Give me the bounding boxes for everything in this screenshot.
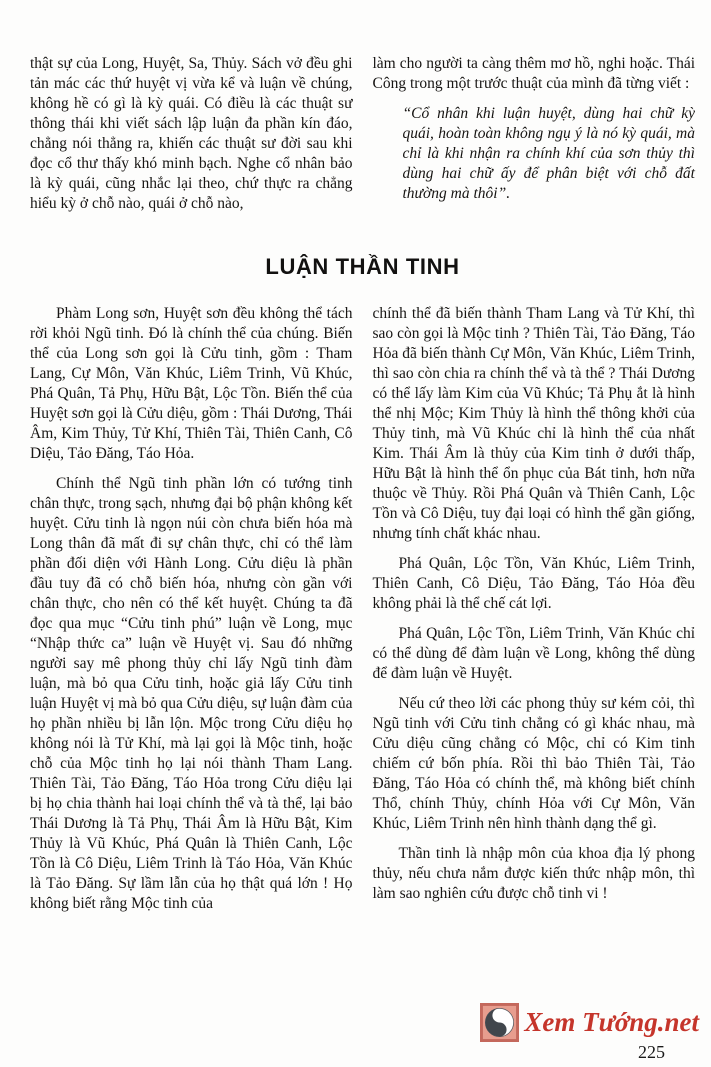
top-left-column	[30, 54, 353, 224]
paragraph: Thần tinh là nhập môn của khoa địa lý phong thủy, nếu chưa nắm được kiến thức nhập môn, thì làm sao nghiên cứu được chỗ tinh vi !	[372, 845, 695, 902]
main-section	[30, 304, 695, 924]
paragraph: Phàm Long sơn, Huyệt sơn đều không thể tách rời khỏi Ngũ tinh. Đó là chính thể của chúng. Biến thể của Long sơn gọi là Cửu tinh, gồm : Tham Lang, Cự Môn, Văn Khúc, Liêm Trinh, Vũ Khúc, Phá Quân, Tả Phụ, Hữu Bật, Lộc Tồn. Biến thể của Huyệt sơn gọi là Cửu diệu, gồm : Thái Dương, Thái Âm, Kim Thủy, Tử Khí, Thiên Tài, Thiên Canh, Cô Diệu, Tảo Đăng, Táo Hỏa.	[30, 305, 353, 462]
top-section	[30, 54, 695, 224]
footer	[480, 1003, 699, 1063]
logo-text: Xem Tướng.net	[524, 1007, 699, 1038]
page-number: 225	[638, 1042, 665, 1063]
yin-yang-icon	[480, 1003, 519, 1042]
block-quote: “Cổ nhân khi luận huyệt, dùng hai chữ kỳ quái, hoàn toàn không ngụ ý là nó kỳ quái, mà chỉ là khi nhận ra chính khí của sơn thủy thì dùng hai chữ ấy để phân biệt với chỗ đất thường mà thôi”.	[402, 105, 695, 202]
paragraph: chính thể đã biến thành Tham Lang và Tử Khí, thì sao còn gọi là Mộc tinh ? Thiên Tài, Tảo Đăng, Táo Hỏa đã biến thành Cự Môn, Văn Khúc, Liêm Trinh, thì sao còn chia ra chính thể và tà thể ? Thái Dương có thể lấy làm Kim của Vũ Khúc; Tả Phụ ắt là hình thể nhị Mộc; Kim Thủy là hình thể thông khởi của Thủy tinh, mà Vũ Khúc chỉ là hình thể của nhất Kim. Thái Âm là thủy của Kim tinh ở dưới thấp, Hữu Bật là hình thể ổn phục của Bát tinh, hơn nữa thuộc về Thủy. Rồi Phá Quân và Thiên Canh, Lộc Tồn và Cô Diệu, tuy đại loại có hình thể gần giống, nhưng tính chất khác nhau.	[372, 305, 695, 542]
section-heading: LUẬN THẦN TINH	[265, 254, 460, 279]
paragraph: Chính thể Ngũ tinh phần lớn có tướng tinh chân thực, trong sạch, nhưng đại bộ phận không kết huyệt. Cửu tinh là ngọn núi còn chưa biến hóa mà Long thân đã mất đi sự chân thực, chỉ có thể làm phần đối diện với Hành Long. Cửu diệu là phần đầu tuy đã có chỗ biến hóa, nhưng còn gần với chân thực, cho nên có thể kết huyệt. Chúng ta đã đọc qua mục “Cửu tinh phú” luận về Long, mục “Nhập thức ca” luận về Huyệt vị. Sau đó những người say mê phong thủy chỉ lấy Ngũ tinh đàm luận, mà bỏ qua Cửu tinh, hoặc giả lấy Cửu tinh luận Huyệt vị mà bỏ qua Cửu diệu, sự luận đàm của họ phần nhiều bị lẫn lộn. Mộc trong Cửu diệu họ không nói là Tử Khí, mà lại gọi là Mộc tinh, hoặc chỗ của Mộc tinh họ lại nói thành Tham Lang. Thiên Tài, Tảo Đăng, Táo Hỏa trong Cửu diệu lại bị họ chia thành hai loại chính thể và tà thể, lại bảo Thái Dương là Tả Phụ, Thái Âm là Hữu Bật, Kim Thủy là Vũ Khúc, Phá Quân là Thiên Canh, Lộc Tồn là Cô Diệu, Liêm Trinh là Táo Hỏa, Văn Khúc là Tảo Đăng. Sự lầm lẫn của họ thật quá lớn ! Họ không biết rằng Mộc tinh của	[30, 475, 353, 912]
main-right-column	[373, 304, 696, 924]
watermark-logo	[480, 1003, 699, 1042]
paragraph: Nếu cứ theo lời các phong thủy sư kém cỏi, thì Ngũ tinh với Cửu tinh chẳng có gì khác nhau, mà Cửu diệu cũng chẳng có Mộc, chỉ có Kim tinh chiếm cứ bốn phía. Rồi thì bảo Thiên Tài, Tảo Đăng, Táo Hỏa có chính thể, mà không biết chính Thổ, chính Thủy, chính Hỏa với Cự Môn, Văn Khúc, Liêm Trinh nên hình thành dạng thể gì.	[372, 695, 695, 832]
paragraph: Phá Quân, Lộc Tồn, Liêm Trinh, Văn Khúc chỉ có thể dùng để đàm luận về Long, không thể dùng để đàm luận về Huyệt.	[372, 625, 695, 682]
top-right-column	[373, 54, 696, 224]
paragraph-continuation-right: làm cho người ta càng thêm mơ hồ, nghi hoặc. Thái Công trong một trước thuật của mình đã từng viết :	[372, 55, 695, 92]
paragraph-continuation-left: thật sự của Long, Huyệt, Sa, Thủy. Sách vở đều ghi tản mác các thứ huyệt vị vừa kể và luận về chúng, không hề có gì là kỳ quái. Có điều là các thuật sư thông thái khi viết sách lập luận đa phần kín đáo, chẳng nói thẳng ra, khiến các thuật sư đời sau khi đọc cổ thư thấy khó minh bạch. Nghe cổ nhân bảo là kỳ quái, cũng nhắc lại theo, chứ thực ra chẳng hiểu kỳ ở chỗ nào, quái ở chỗ nào,	[30, 55, 353, 212]
paragraph: Phá Quân, Lộc Tồn, Văn Khúc, Liêm Trinh, Thiên Canh, Cô Diệu, Tảo Đăng, Táo Hỏa đều không phải là thể chế cát lợi.	[372, 555, 695, 612]
main-left-column	[30, 304, 353, 924]
